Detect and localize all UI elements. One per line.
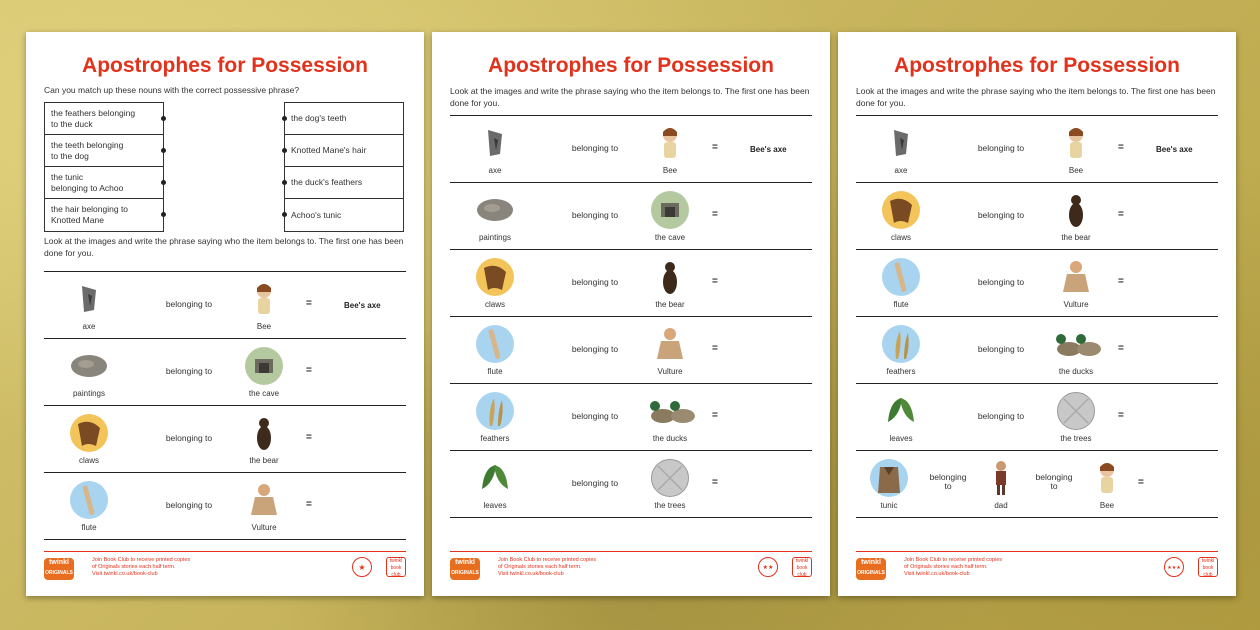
instructions: Look at the images and write the phrase saying who the item belongs to. The first one has been done for you. [450,86,810,108]
answer-field[interactable]: Bee's axe [1156,145,1193,154]
footer-text: Join Book Club to receive printed copies of Originals stories each half term. Visit twinkl.co.uk/book-club [498,557,597,577]
equals-sign: = [306,298,312,309]
match-left-item[interactable]: the hair belonging to Knotted Mane [45,199,163,231]
equals-sign: = [712,410,718,421]
girl-icon [1088,459,1126,497]
paintings-icon [70,347,108,385]
trees-placeholder-icon [1057,392,1095,430]
ducks-icon [645,392,701,430]
claws-icon [476,258,514,296]
owner-label: the cave [248,389,280,398]
table-row [44,339,406,406]
match-right-item[interactable]: the duck's feathers [285,167,403,199]
belonging-to-label: belonging to [977,411,1025,421]
equals-sign: = [1118,142,1124,153]
flute-icon [882,258,920,296]
bear-icon [245,414,283,452]
match-dot[interactable] [282,116,287,121]
twinkl-originals-logo: twinkl ORIGINALS [450,558,480,580]
belonging-to-label: belonging to [977,143,1025,153]
table-row [856,317,1218,384]
page-title: Apostrophes for Possession [488,54,774,77]
answer-field[interactable]: Bee's axe [750,145,787,154]
belonging-to-label: belonging to [165,500,213,510]
item-label: axe [894,166,908,175]
match-dot[interactable] [161,212,166,217]
belonging-to-label: belonging to [165,366,213,376]
belonging-to-label: belonging to [977,344,1025,354]
footer [450,551,812,582]
equals-sign: = [1118,343,1124,354]
trees-placeholder-icon [651,459,689,497]
equals-sign: = [1118,410,1124,421]
belonging-to-label: belonging to [571,143,619,153]
match-right-column [284,102,404,232]
item-label: flute [893,300,909,309]
owner-label: the ducks [652,434,688,443]
caveman-icon [1057,258,1095,296]
table-row [856,384,1218,451]
book-club-icon: twinkl book club [792,557,812,577]
belonging-to-label: belonging to [977,210,1025,220]
equals-sign: = [712,343,718,354]
table-row [856,250,1218,317]
match-left-item[interactable]: the feathers belonging to the duck [45,103,163,135]
footer-text: Join Book Club to receive printed copies of Originals stories each half term. Visit twinkl.co.uk/book-club [92,557,191,577]
table-row [44,406,406,473]
table-row [450,317,812,384]
bear-icon [1057,191,1095,229]
worksheet-3 [838,32,1236,596]
match-instructions: Can you match up these nouns with the correct possessive phrase? [44,85,300,95]
footer [44,551,406,582]
axe-icon [882,124,920,162]
item-label: claws [890,233,911,242]
equals-sign: = [1138,477,1144,488]
owner-label: dad [994,501,1008,510]
owner-label: Bee [256,322,272,331]
instructions: Look at the images and write the phrase saying who the item belongs to. The first one has been done for you. [44,236,404,258]
item-label: axe [488,166,502,175]
belonging-to-label: belonging to [571,344,619,354]
girl-icon [245,280,283,318]
equals-sign: = [1118,276,1124,287]
item-label: claws [484,300,505,309]
belonging-to-label: belonging to [977,277,1025,287]
match-right-item[interactable]: Achoo's tunic [285,199,403,231]
man-icon [982,459,1020,497]
equals-sign: = [712,477,718,488]
match-right-item[interactable]: Knotted Mane's hair [285,135,403,167]
equals-sign: = [306,432,312,443]
table-row [44,473,406,540]
belonging-to-label: belonging to [571,210,619,220]
owner-label: Vulture [657,367,683,376]
cave-icon [651,191,689,229]
equals-sign: = [712,276,718,287]
possession-table [450,115,812,518]
page-title: Apostrophes for Possession [894,54,1180,77]
leaves-icon [476,459,514,497]
equals-sign: = [1118,209,1124,220]
possession-table [856,115,1218,518]
flute-icon [476,325,514,363]
owner-label: Bee [1068,166,1084,175]
footer-text: Join Book Club to receive printed copies of Originals stories each half term. Visit twinkl.co.uk/book-club [904,557,1003,577]
owner-label: the trees [1060,434,1092,443]
caveman-icon [245,481,283,519]
worksheet-1 [26,32,424,596]
item-label: axe [82,322,96,331]
belonging-to-label: belonging to [929,472,967,491]
owner-label: the bear [249,456,279,465]
equals-sign: = [712,209,718,220]
equals-sign: = [306,499,312,510]
item-label: flute [81,523,97,532]
owner-label: the ducks [1058,367,1094,376]
item-label: feathers [886,367,916,376]
match-right-item[interactable]: the dog's teeth [285,103,403,135]
belonging-to-label: belonging to [571,277,619,287]
match-left-item[interactable]: the tunic belonging to Achoo [45,167,163,199]
match-dot[interactable] [282,148,287,153]
match-left-item[interactable]: the teeth belonging to the dog [45,135,163,167]
leaves-icon [882,392,920,430]
answer-field[interactable]: Bee's axe [344,301,381,310]
item-label: claws [78,456,99,465]
claws-icon [882,191,920,229]
equals-sign: = [306,365,312,376]
item-label: tunic [880,501,898,510]
footer [856,551,1218,582]
book-club-icon: twinkl book club [386,557,406,577]
belonging-to-label: belonging to [165,433,213,443]
book-club-icon: twinkl book club [1198,557,1218,577]
feathers-icon [882,325,920,363]
owner-label: Vulture [251,523,277,532]
table-row [450,451,812,518]
star-difficulty-icon: ★★ [758,557,778,577]
instructions: Look at the images and write the phrase saying who the item belongs to. The first one has been done for you. [856,86,1216,108]
table-row [856,183,1218,250]
belonging-to-label: belonging to [571,411,619,421]
belonging-to-label: belonging to [165,299,213,309]
matching-exercise [44,102,406,235]
twinkl-originals-logo: twinkl ORIGINALS [856,558,886,580]
page-title: Apostrophes for Possession [82,54,368,77]
girl-icon [651,124,689,162]
paintings-icon [476,191,514,229]
item-label: flute [487,367,503,376]
item-label: paintings [478,233,512,242]
table-row [450,116,812,183]
claws-icon [70,414,108,452]
cave-icon [245,347,283,385]
match-dot[interactable] [161,148,166,153]
possession-table [44,271,406,540]
star-difficulty-icon: ★★★ [1164,557,1184,577]
table-row [856,451,1218,518]
table-row [856,116,1218,183]
tunic-icon [870,459,908,497]
ducks-icon [1051,325,1107,363]
match-dot[interactable] [161,116,166,121]
match-left-column [44,102,164,232]
table-row [450,384,812,451]
match-dot[interactable] [282,180,287,185]
match-dot[interactable] [282,212,287,217]
owner-label: Bee [662,166,678,175]
owner-label: Vulture [1063,300,1089,309]
flute-icon [70,481,108,519]
caveman-icon [651,325,689,363]
feathers-icon [476,392,514,430]
owner-label: the cave [654,233,686,242]
axe-icon [476,124,514,162]
item-label: leaves [483,501,507,510]
match-dot[interactable] [161,180,166,185]
item-label: paintings [72,389,106,398]
equals-sign: = [712,142,718,153]
worksheet-2 [432,32,830,596]
item-label: leaves [889,434,913,443]
belonging-to-label: belonging to [571,478,619,488]
axe-icon [70,280,108,318]
table-row [450,250,812,317]
table-row [450,183,812,250]
owner-label: the trees [654,501,686,510]
belonging-to-label: belonging to [1035,472,1073,491]
girl-icon [1057,124,1095,162]
owner-label: Bee [1099,501,1115,510]
item-label: feathers [480,434,510,443]
bear-icon [651,258,689,296]
owner-label: the bear [655,300,685,309]
twinkl-originals-logo: twinkl ORIGINALS [44,558,74,580]
star-difficulty-icon: ★ [352,557,372,577]
owner-label: the bear [1061,233,1091,242]
table-row [44,272,406,339]
